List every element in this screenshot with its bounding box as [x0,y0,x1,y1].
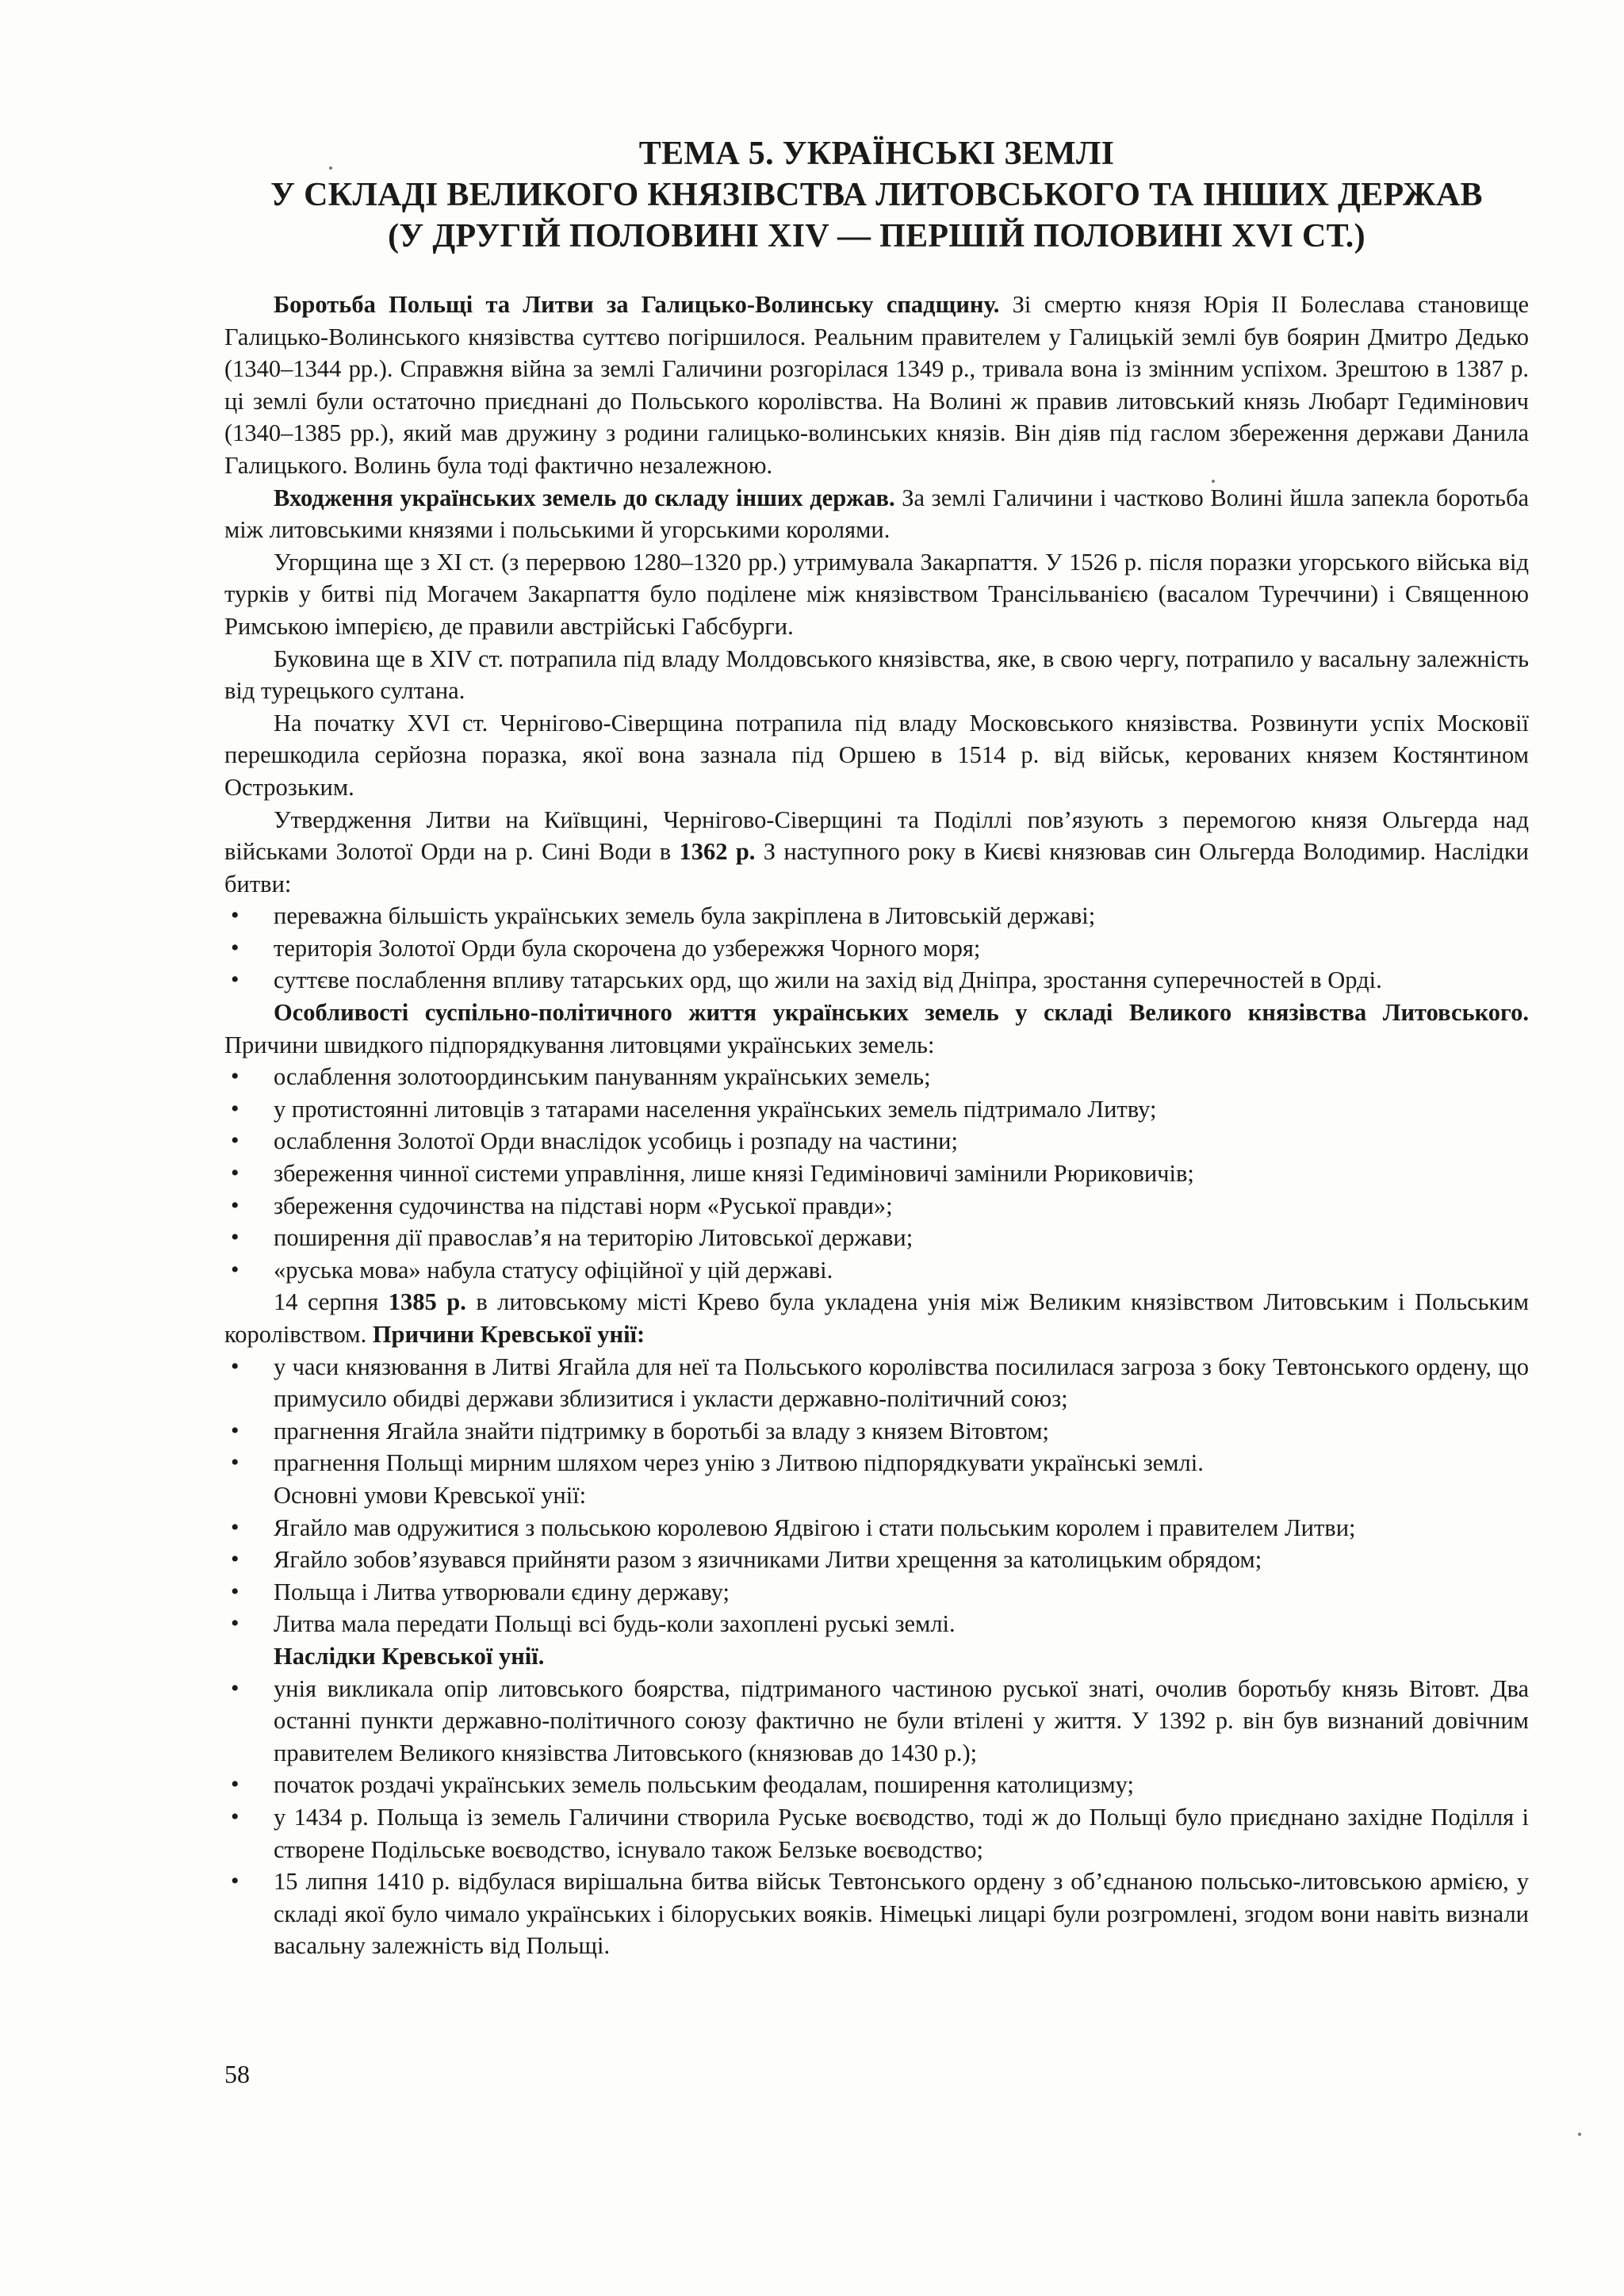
list-item-text: початок роздачі українських земель польським феодалам, поширення католицизму; [274,1771,1134,1799]
list-item-text: у протистоянні литовців з татарами населення українських земель підтримало Литву; [274,1095,1157,1123]
list-item [224,1512,1529,1544]
heading-text: Наслідки Кревської унії. [274,1642,545,1670]
heading-krevo-conditions: Основні умови Кревської унії: [274,1481,587,1509]
page-title [224,133,1529,257]
bullet-icon: • [231,1256,239,1283]
paragraph-bukovina: Буковина ще в XIV ст. потрапила під владу Молдовського князівства, яке, в свою чергу, потрапило у васальну залежність від турецького султана. [224,645,1529,705]
list-item-text: 15 липня 1410 р. відбулася вирішальна битва військ Тевтонського ордену з об’єднаною польсько-литовською армією, у складі якої було чимало українських і білоруських вояків. Німецькі лицарі були розгромлені, згодом вони навіть визнали васальну залежність від Польщі. [274,1868,1529,1960]
bullet-icon: • [231,1546,239,1573]
list-item [224,1673,1529,1770]
list-item [224,1254,1529,1287]
list-item [224,1866,1529,1962]
list-item-text: переважна більшість українських земель була закріплена в Литовській державі; [274,902,1096,930]
list-item [224,900,1529,932]
scan-speck [329,166,332,170]
bullet-icon: • [231,1610,239,1637]
list-item [224,1190,1529,1223]
list-krevo-results [224,1673,1529,1962]
list-item-text: поширення дії православ’я на територію Литовської держави; [274,1224,914,1252]
section-heading-struggle: Боротьба Польщі та Литви за Галицько-Волинську спадщину. [274,291,1000,318]
section-heading-entry: Входження українських земель до складу інших держав. [274,484,895,511]
title-line-1: ТЕМА 5. УКРАЇНСЬКІ ЗЕМЛІ [638,136,1115,172]
list-item [224,932,1529,965]
paragraph-text: в литовському місті Крево була укладена унія між Великим князівством Литовським і Польським королівством. [224,1288,1529,1348]
list-krevo-conditions [224,1512,1529,1640]
list-item [224,1061,1529,1093]
bullet-icon: • [231,1578,239,1605]
list-item-text: суттєве послаблення впливу татарських орд, що жили на захід від Дніпра, зростання суперечностей в Орді. [274,966,1382,994]
list-krevo-reasons [224,1351,1529,1479]
list-item-text: Ягайло зобов’язувався прийняти разом з язичниками Литви хрещення за католицьким обрядом; [274,1546,1262,1574]
title-line-3: (У ДРУГІЙ ПОЛОВИНІ XIV — ПЕРШІЙ ПОЛОВИНІ XVI СТ.) [388,218,1365,254]
paragraph-text: За землі Галичини і частково Волині йшла запекла боротьба між литовськими князями і польськими й угорськими королями. [224,484,1530,544]
scan-speck [1212,480,1215,483]
paragraph-text: З наступного року в Києві князював син Ольгерда Володимир. Наслідки битви: [224,838,1530,897]
bullet-icon: • [231,1513,239,1540]
list-item [224,1801,1529,1866]
list-item [224,1415,1529,1448]
list-item-text: у часи князювання в Литві Ягайла для неї та Польського королівства посилилася загроза з боку Тевтонського ордену, що примусило обидві держави зблизитися і укласти державно-політичний союз; [274,1353,1529,1413]
list-item [224,1544,1529,1576]
bullet-icon: • [231,1063,239,1090]
bullet-icon: • [231,966,239,993]
paragraph-text: Причини швидкого підпорядкування литовцями українських земель: [224,1031,935,1058]
bullet-icon: • [231,1160,239,1187]
list-item-text: Польща і Литва утворювали єдину державу; [274,1578,730,1605]
list-item-text: Литва мала передати Польщі всі будь-коли захоплені руські землі. [274,1610,956,1638]
paragraph-text: Зі смертю князя Юрія II Болеслава становище Галицько-Волинського князівства суттєво погіршилося. Реальним правителем у Галицькій землі був боярин Дмитро Дедько (1340–1344 рр.). Справжня війна за землі Галичини розгорілася 1349 р., тривала вона із змінним успіхом. Зрештою в 1387 р. ці землі були остаточно приєднані до Польського королівства. На Волині ж правив литовський князь Любарт Гедимінович (1340–1385 рр.), який мав дружину з родини галицько-волинських князів. Він діяв під гаслом збереження держави Данила Галицького. Волинь була тоді фактично незалежною. [224,291,1530,479]
bullet-icon: • [231,1771,239,1798]
bullet-icon: • [231,1095,239,1122]
paragraph-text: 14 серпня [274,1288,389,1316]
bullet-icon: • [231,1803,239,1830]
paragraph-blue-waters [224,804,1529,901]
paragraph-krevo-union [224,1286,1529,1350]
list-item [224,1608,1529,1640]
list-item-text: у 1434 р. Польща із земель Галичини створила Руське воєводство, тоді ж до Польщі було приєднано західне Поділля і створене Подільське воєводство, існувало також Белзьке воєводство; [274,1803,1529,1863]
list-battle-consequences [224,900,1529,997]
date-1385: 1385 р. [388,1288,466,1316]
list-item [224,1351,1529,1415]
list-item-text: Ягайло мав одружитися з польською королевою Ядвігою і стати польським королем і правителем Литви; [274,1513,1356,1541]
bullet-icon: • [231,1353,239,1380]
list-subordination-reasons [224,1061,1529,1286]
title-line-2: У СКЛАДІ ВЕЛИКОГО КНЯЗІВСТВА ЛИТОВСЬКОГО ТА ІНШИХ ДЕРЖАВ [270,177,1483,213]
bullet-icon: • [231,1449,239,1476]
bullet-icon: • [231,902,239,929]
list-item [224,1222,1529,1254]
paragraph-entry [224,482,1529,546]
list-item [224,1158,1529,1190]
list-item [224,1093,1529,1126]
list-item [224,964,1529,997]
list-item-text: прагнення Ягайла знайти підтримку в боротьбі за владу з князем Вітовтом; [274,1417,1049,1445]
paragraph-struggle [224,289,1529,482]
page-content [224,133,1529,1962]
paragraph-hungary: Угорщина ще з XI ст. (з перервою 1280–1320 рр.) утримувала Закарпаття. У 1526 р. після поразки угорського війська від турків у битві під Могачем Закарпаття було поділене між князівством Трансільванією (васалом Туреччини) і Священною Римською імперією, де правили австрійські Габсбурги. [224,548,1529,640]
paragraph-chernihiv: На початку XVI ст. Чернігово-Сіверщина потрапила під владу Московського князівства. Розвинути успіх Московії перешкодила серйозна поразка, якої вона зазнала під Оршею в 1514 р. від військ, керованих князем Костянтином Острозьким. [224,709,1529,801]
list-item [224,1576,1529,1609]
list-item-text: ослаблення золотоординським пануванням українських земель; [274,1063,931,1091]
list-item-text: прагнення Польщі мирним шляхом через унію з Литвою підпорядкувати українські землі. [274,1449,1204,1477]
date-1362: 1362 р. [679,838,756,866]
bullet-icon: • [231,1224,239,1251]
list-item-text: збереження судочинства на підставі норм «Руської правди»; [274,1192,893,1219]
section-heading-features: Особливості суспільно-політичного життя українських земель у складі Великого князівства Литовського. [274,999,1529,1027]
list-item-text: «руська мова» набула статусу офіційної у цій державі. [274,1256,833,1284]
bullet-icon: • [231,1417,239,1444]
paragraph-features [224,997,1529,1061]
heading-krevo-reasons: Причини Кревської унії: [372,1321,645,1348]
bullet-icon: • [231,1127,239,1154]
list-item-text: збереження чинної системи управління, лише князі Гедиміновичі замінили Рюриковичів; [274,1160,1194,1188]
list-item-text: ослаблення Золотої Орди внаслідок усобиць і розпаду на частини; [274,1127,958,1155]
bullet-icon: • [231,1868,239,1895]
list-item [224,1125,1529,1158]
bullet-icon: • [231,1674,239,1701]
list-item-text: територія Золотої Орди була скорочена до узбережжя Чорного моря; [274,934,981,962]
scan-speck [1578,2133,1581,2136]
page-number: 58 [224,2060,250,2088]
bullet-icon: • [231,1192,239,1219]
bullet-icon: • [231,934,239,961]
list-item [224,1447,1529,1479]
heading-krevo-results [224,1640,1529,1673]
paragraph-text: Утвердження Литви на Київщині, Чернігово-Сіверщині та Поділлі пов’язують з перемогою князя Ольгерда над військами Золотої Орди на р. Сині Води в [224,806,1529,866]
list-item-text: унія викликала опір литовського боярства, підтриманого частиною руської знаті, очолив боротьбу князь Вітовт. Два останні пункти державно-політичного союзу фактично не були втілені у життя. У 1392 р. він був визнаний довічним правителем Великого князівства Литовського (князював до 1430 р.); [274,1674,1529,1766]
list-item [224,1769,1529,1801]
